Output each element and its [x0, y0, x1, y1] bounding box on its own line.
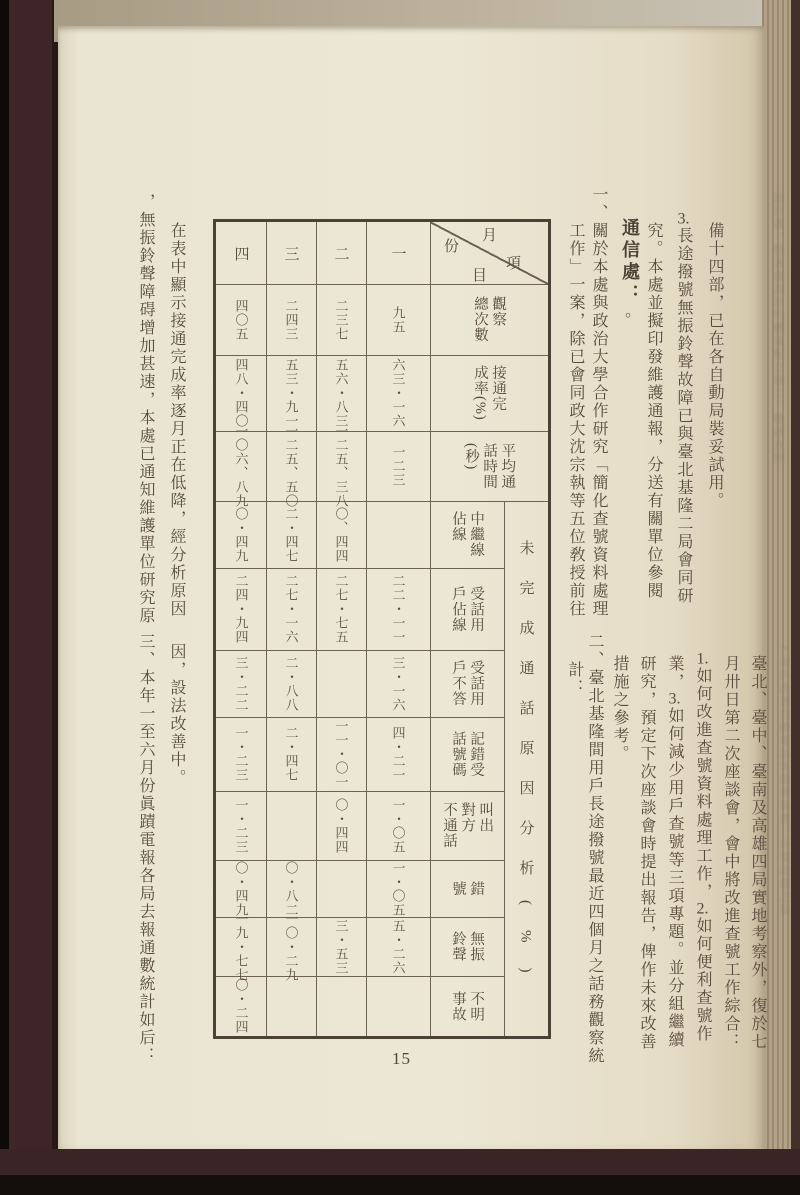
month-label: 四	[232, 245, 249, 261]
sub-header-6	[430, 860, 504, 917]
sub-header-4	[430, 717, 504, 791]
value-text: 〇・四九	[233, 506, 249, 563]
value-text: 一二五、三八	[333, 424, 349, 508]
book-cover-right-edge	[791, 0, 800, 1195]
value-cell-m3-f9	[266, 860, 316, 917]
month-label: 三	[282, 245, 299, 261]
value-text: 九五	[390, 305, 406, 334]
value-cell-m1-f6	[366, 650, 430, 717]
col-header-text: 觀察 總次數	[472, 296, 507, 343]
month-label: 二	[332, 245, 349, 261]
value-text: 四〇五	[233, 298, 249, 341]
value-cell-m4-f1	[216, 284, 266, 355]
value-cell-m4-f6	[216, 650, 266, 717]
sub-header-5	[430, 791, 504, 860]
note-line1: 在表中顯示接通完成率逐月正在低降，經分析原因	[168, 222, 185, 618]
month-label-cell-4	[216, 222, 266, 284]
value-text: 二七・一六	[283, 574, 299, 644]
value-text: 六三・一六	[390, 358, 406, 428]
sub-header-text: 無振 鈴聲	[450, 931, 485, 962]
sub-header-2	[430, 568, 504, 650]
group-header-cell	[504, 501, 548, 1036]
note-line2: ，無振鈴聲障碍增加甚速，本處已通知維護單位研究原	[137, 193, 154, 625]
sub-header-1	[430, 501, 504, 568]
value-text: 四八・四〇	[233, 358, 249, 428]
note-line1b: 因，設法改善中。	[168, 643, 185, 787]
col-header-3	[430, 431, 548, 501]
value-text: 一〇・二九	[283, 911, 299, 982]
col-header-text: 接通完 成率(%)	[472, 365, 507, 421]
page-number: 15	[392, 1049, 411, 1068]
value-text: 四・二一	[390, 726, 406, 782]
corner-col-axis-char: 項	[506, 256, 522, 272]
value-cell-m3-f11	[266, 976, 316, 1036]
sub-header-8	[430, 976, 504, 1036]
value-cell-m1-f8	[366, 791, 430, 860]
item3-period: 。	[613, 312, 630, 330]
value-text: 一・〇五	[390, 860, 406, 917]
month-label: 一	[389, 245, 406, 261]
item1-line2: 工作」一案，除已會同政大沈宗執等五位敎授前往	[567, 222, 584, 618]
value-cell-m1-f2	[366, 355, 430, 431]
value-text: 一・二三	[233, 726, 249, 782]
sub-header-text: 中繼線 佔線	[450, 511, 485, 558]
value-text: 二七・七五	[333, 574, 349, 644]
item1-line7: 研究，預定下次座談會時提出報告，俾作未來改善	[638, 655, 655, 1051]
value-text: 〇・八二	[283, 860, 299, 917]
sub-header-7	[430, 917, 504, 976]
value-cell-m2-f4	[316, 501, 366, 568]
value-cell-m4-f10	[216, 911, 266, 982]
col-header-2	[430, 355, 548, 431]
value-text: 〇・二四	[233, 978, 249, 1034]
value-cell-m4-f7	[216, 717, 266, 791]
sub-header-text: 錯 號	[450, 880, 485, 897]
value-cell-m3-f10	[266, 911, 316, 982]
value-cell-m4-f11	[216, 976, 266, 1036]
col-header-text: 平均通 話時間 (秒)	[462, 442, 516, 490]
bleedthrough-1: 設計書，整各處設計均體量配合施工，敬請查照	[772, 192, 784, 465]
value-cell-m3-f2	[266, 355, 316, 431]
value-cell-m2-f10	[316, 917, 366, 976]
value-cell-m3-f3	[266, 424, 316, 508]
value-cell-m4-f3	[216, 424, 266, 508]
value-cell-m2-f2	[316, 355, 366, 431]
value-cell-m1-f3	[366, 431, 430, 501]
book-cover-left-edge	[0, 0, 62, 1195]
group-header-text: 未完成通話原因分析(%)	[517, 539, 534, 998]
value-cell-m1-f11	[366, 976, 430, 1036]
value-text: 一九・七七	[233, 911, 249, 982]
value-text: 二二・一一	[390, 574, 406, 644]
value-cell-m1-f4	[366, 501, 430, 568]
value-cell-m3-f4	[266, 501, 316, 568]
value-cell-m4-f2	[216, 355, 266, 431]
item3-line2: 究。本處並擬印發維護通報，分送有關單位參閱	[645, 222, 662, 600]
value-text: 二四三	[283, 298, 299, 341]
month-label-cell-1	[366, 222, 430, 284]
value-text: 〇、四四	[333, 506, 349, 563]
value-cell-m1-f7	[366, 717, 430, 791]
corner-col-axis-char: 目	[472, 268, 488, 284]
value-cell-m2-f1	[316, 284, 366, 355]
value-text: 二三七	[333, 298, 349, 341]
month-label-cell-2	[316, 222, 366, 284]
item1-line8: 措施之參考。	[611, 655, 628, 763]
item2-line2: 計：	[566, 661, 583, 697]
value-text: 〇・四四	[333, 797, 349, 854]
value-text: 三・一六	[390, 655, 406, 712]
item1-line6: 業，3.如何減少用戶查號等三項專題。並分組繼續	[666, 655, 683, 1049]
corner-cell	[430, 222, 548, 284]
prev-item-tail: 備十四部，已在各自動局裝妥試用。	[706, 222, 723, 510]
item1-line4: 月卅日第二次座談會，會中將改進查號工作綜合：	[722, 655, 739, 1051]
value-cell-m4-f5	[216, 568, 266, 650]
value-text: 五三・九一	[283, 358, 299, 428]
value-cell-m2-f9	[316, 860, 366, 917]
value-cell-m3-f1	[266, 284, 316, 355]
value-text: 五六・八三	[333, 358, 349, 428]
sub-header-text: 不明 事故	[450, 990, 485, 1022]
value-cell-m1-f10	[366, 917, 430, 976]
sub-header-text: 記錯受 話號碼	[450, 730, 485, 778]
value-text: 五・二六	[390, 918, 406, 975]
value-cell-m4-f9	[216, 860, 266, 917]
value-text: 二四・九四	[233, 574, 249, 644]
corner-row-axis-char: 月	[482, 228, 498, 244]
value-text: 一・二三	[233, 797, 249, 854]
col-header-1	[430, 284, 548, 355]
sub-header-text: 叫出 對方 不通話	[440, 802, 494, 849]
item1-line3: 臺北、臺中、臺南及高雄四局實地考察外，復於七	[749, 655, 766, 1051]
item2-line1: 二、臺北基隆間用戶長途撥號最近四個月之話務觀察統	[586, 633, 603, 1065]
sub-header-text: 受話用 戶不答	[450, 660, 485, 707]
value-text: 一・〇五	[390, 797, 406, 854]
value-cell-m2-f6	[316, 650, 366, 717]
value-cell-m3-f5	[266, 568, 316, 650]
bleedthrough-2: 1.用戶改善自動電話客服務裝置，計裝設臺之局	[778, 645, 790, 917]
sub-header-3	[430, 650, 504, 717]
value-text: 一一・〇一	[333, 719, 349, 789]
value-text: 一二五、五〇	[283, 424, 299, 508]
item1-line1: 一、關於本處與政治大學合作研究「簡化查號資料處理	[590, 186, 607, 618]
value-text: 一〇六、八九	[233, 424, 249, 508]
value-cell-m1-f5	[366, 568, 430, 650]
value-cell-m3-f7	[266, 717, 316, 791]
value-cell-m2-f8	[316, 791, 366, 860]
item3-next: 三、本年一至六月份眞蹟電報各局去報通數統計如后：	[137, 633, 154, 1065]
corner-row-axis-char: 份	[444, 239, 460, 255]
value-cell-m3-f8	[266, 791, 316, 860]
value-text: 二・四七	[283, 506, 299, 563]
month-label-cell-3	[266, 222, 316, 284]
value-cell-m1-f1	[366, 284, 430, 355]
value-text: 一二三	[390, 445, 406, 487]
value-cell-m2-f5	[316, 568, 366, 650]
value-text: 三・二二	[233, 655, 249, 712]
section-heading: 通信處：	[620, 218, 640, 306]
value-cell-m4-f8	[216, 791, 266, 860]
value-cell-m4-f4	[216, 501, 266, 568]
value-text: 〇・四九	[233, 860, 249, 917]
value-cell-m3-f6	[266, 650, 316, 717]
item1-line5: 1.如何改進查號資料處理工作，2.如何便利查號作	[694, 651, 711, 1043]
book-cover-bottom-edge	[0, 1149, 800, 1195]
value-cell-m1-f9	[366, 860, 430, 917]
item3-line1: 3.長途撥號無振鈴聲故障已與臺北基隆二局會同研	[675, 211, 692, 605]
value-text: 二・四七	[283, 726, 299, 782]
value-text: 三・五三	[333, 918, 349, 975]
value-cell-m2-f7	[316, 717, 366, 791]
value-text: 二・八八	[283, 655, 299, 712]
value-cell-m2-f11	[316, 976, 366, 1036]
sub-header-text: 受話用 戶佔線	[450, 585, 485, 633]
value-cell-m2-f3	[316, 424, 366, 508]
